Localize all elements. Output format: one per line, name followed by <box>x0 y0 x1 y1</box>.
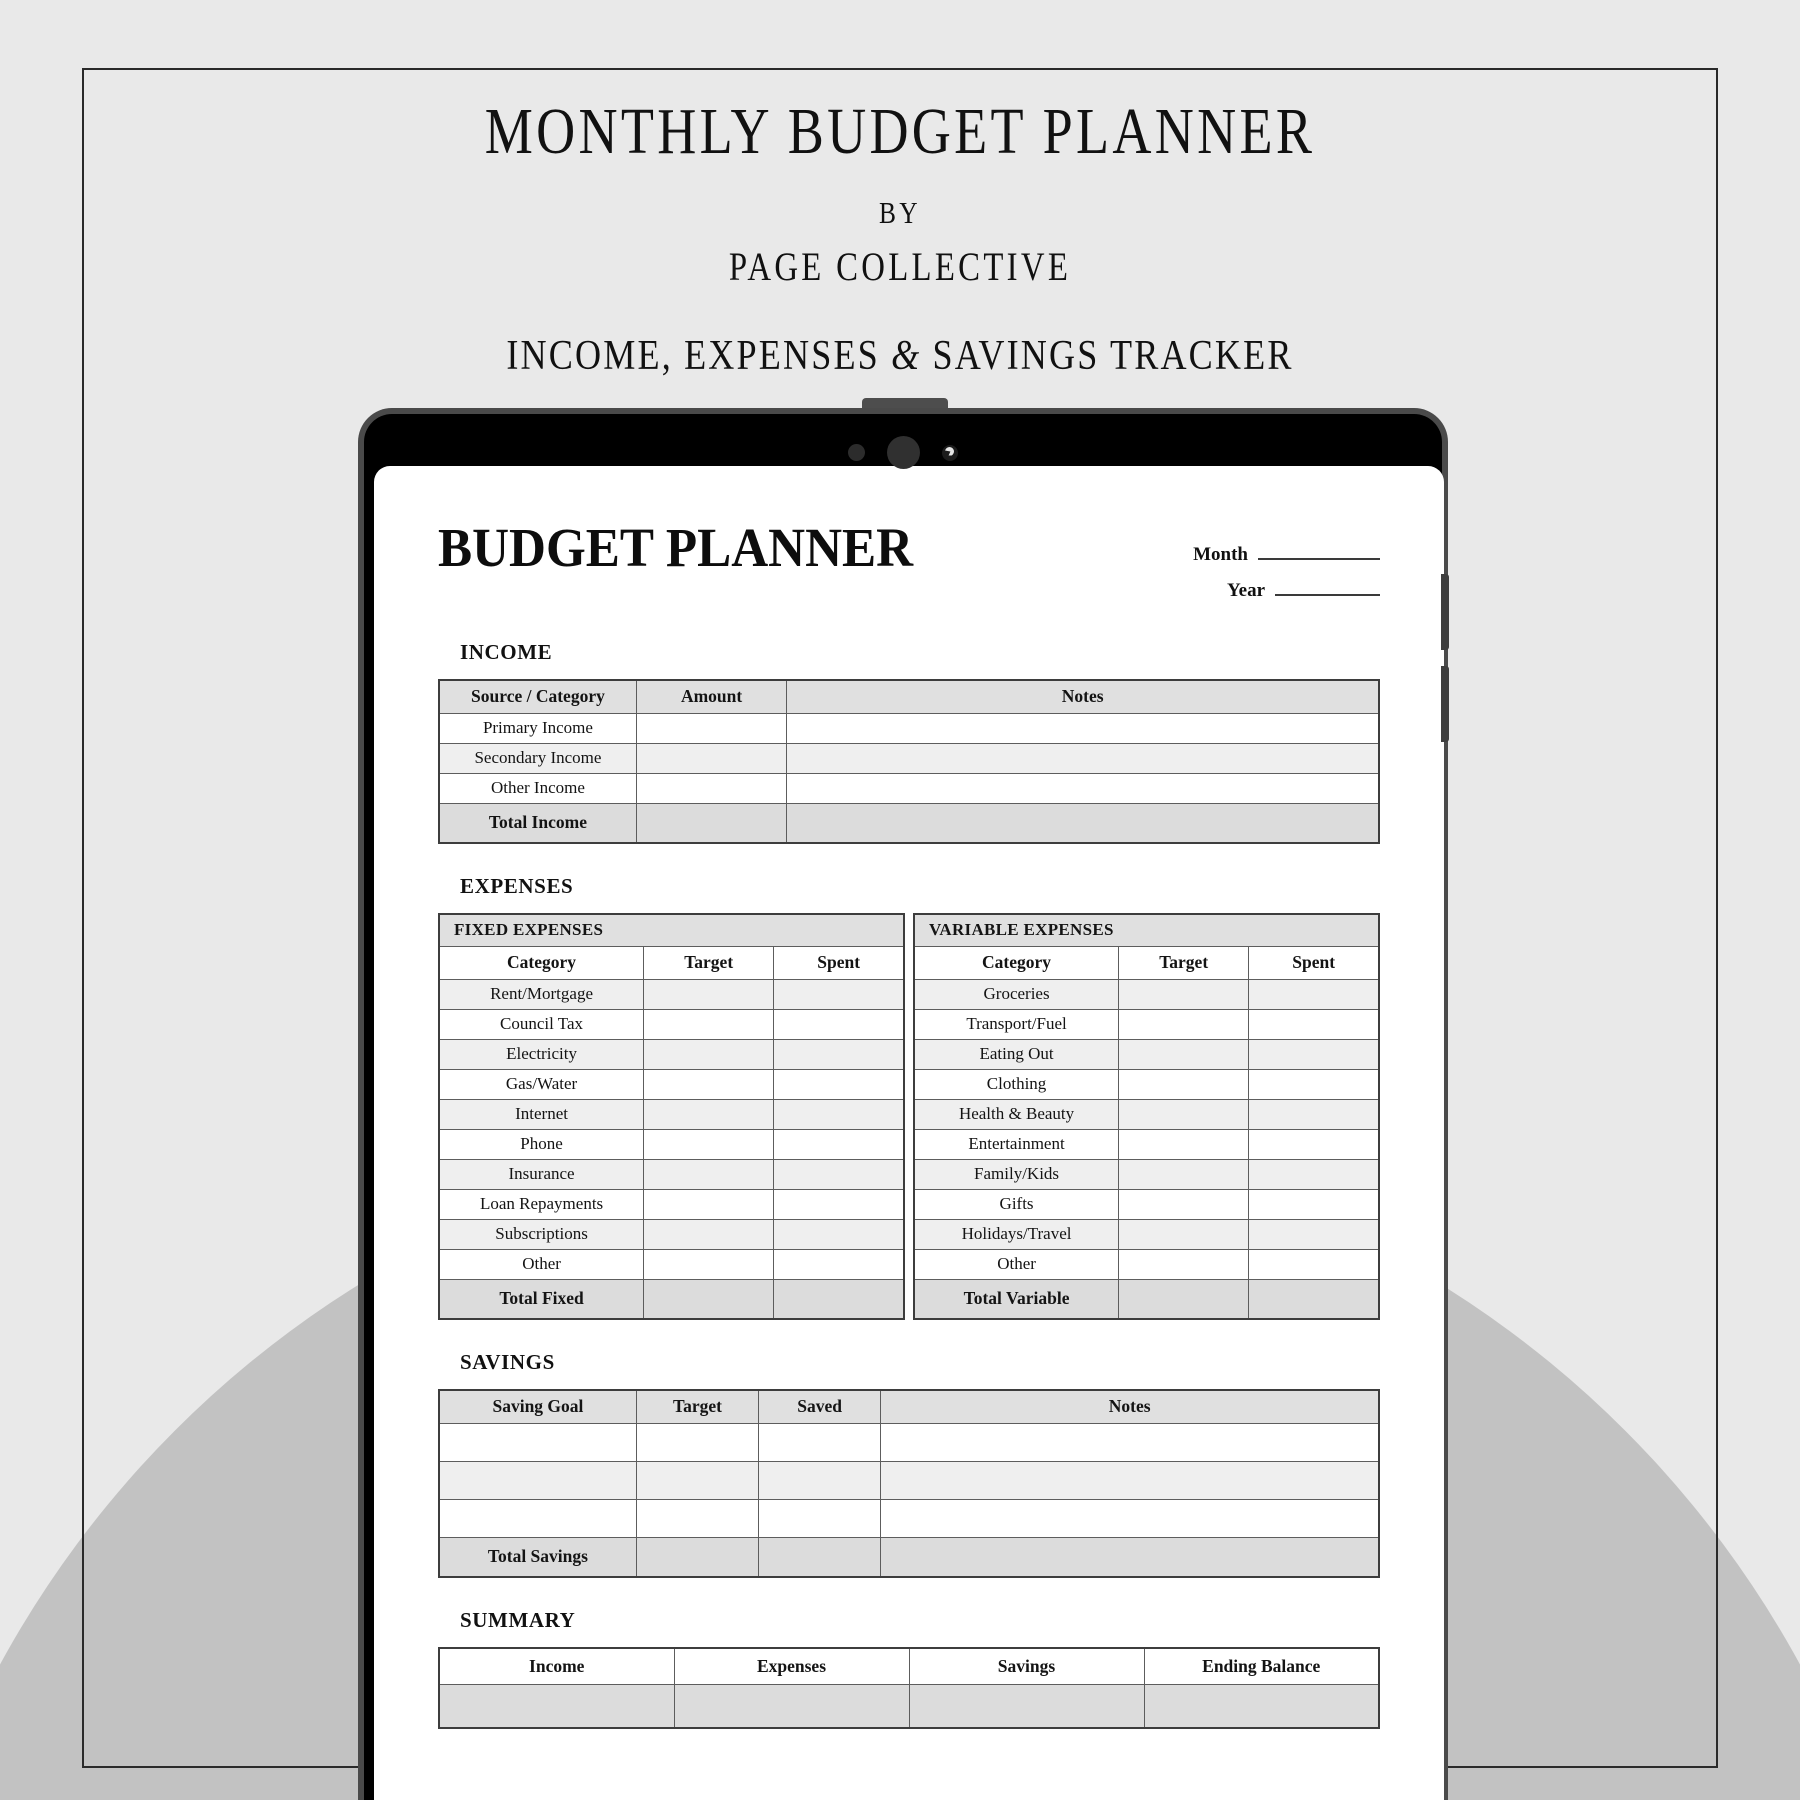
section-title-summary: SUMMARY <box>460 1608 576 1632</box>
column-header-saved: Saved <box>759 1390 881 1423</box>
variable-total-label: Total Variable <box>914 1279 1119 1319</box>
variable-spent-cell[interactable] <box>1249 1129 1379 1159</box>
column-header-target: Target <box>636 1390 758 1423</box>
income-row-label: Secondary Income <box>439 743 636 773</box>
summary-savings-cell[interactable] <box>909 1684 1144 1728</box>
income-notes-cell[interactable] <box>787 773 1379 803</box>
fixed-spent-cell[interactable] <box>774 1189 904 1219</box>
savings-total-target-cell[interactable] <box>636 1537 758 1577</box>
table-row <box>914 1099 1379 1129</box>
variable-row-label: Gifts <box>914 1189 1119 1219</box>
summary-income-cell[interactable] <box>439 1684 674 1728</box>
column-header-source: Source / Category <box>439 680 636 713</box>
fixed-expenses-column <box>438 913 905 1320</box>
table-row <box>439 1009 904 1039</box>
table-header-row <box>439 680 1379 713</box>
variable-expenses-banner-row <box>914 914 1379 946</box>
savings-saved-cell[interactable] <box>759 1423 881 1461</box>
fixed-target-cell[interactable] <box>644 1249 774 1279</box>
table-row <box>914 979 1379 1009</box>
column-header-savings: Savings <box>909 1648 1144 1684</box>
brand-name: PAGE COLLECTIVE <box>728 243 1072 289</box>
fixed-expenses-table <box>438 913 905 1320</box>
fixed-spent-cell[interactable] <box>774 1039 904 1069</box>
table-row <box>439 1189 904 1219</box>
savings-target-cell[interactable] <box>636 1461 758 1499</box>
fixed-total-spent-cell[interactable] <box>774 1279 904 1319</box>
income-total-amount-cell[interactable] <box>636 803 786 843</box>
fixed-row-label: Internet <box>439 1099 644 1129</box>
budget-planner-page <box>374 466 1444 1729</box>
savings-goal-cell[interactable] <box>439 1423 636 1461</box>
variable-target-cell[interactable] <box>1119 1009 1249 1039</box>
fixed-target-cell[interactable] <box>644 979 774 1009</box>
column-header-category: Category <box>439 946 644 979</box>
variable-target-cell[interactable] <box>1119 1099 1249 1129</box>
table-header-row <box>914 946 1379 979</box>
column-header-notes: Notes <box>881 1390 1379 1423</box>
fixed-expenses-banner-row <box>439 914 904 946</box>
variable-spent-cell[interactable] <box>1249 1249 1379 1279</box>
column-header-spent: Spent <box>1249 946 1379 979</box>
savings-total-row <box>439 1537 1379 1577</box>
volume-down-button[interactable] <box>1441 666 1449 742</box>
fixed-row-label: Phone <box>439 1129 644 1159</box>
summary-value-row <box>439 1684 1379 1728</box>
column-header-expenses: Expenses <box>674 1648 909 1684</box>
variable-target-cell[interactable] <box>1119 1129 1249 1159</box>
income-table <box>438 679 1380 844</box>
fixed-target-cell[interactable] <box>644 1069 774 1099</box>
column-header-income: Income <box>439 1648 674 1684</box>
column-header-spent: Spent <box>774 946 904 979</box>
fixed-target-cell[interactable] <box>644 1129 774 1159</box>
variable-row-label: Family/Kids <box>914 1159 1119 1189</box>
variable-spent-cell[interactable] <box>1249 1099 1379 1129</box>
variable-expenses-column <box>913 913 1380 1320</box>
savings-target-cell[interactable] <box>636 1423 758 1461</box>
subtitle-ampersand: & <box>891 332 922 379</box>
column-header-notes: Notes <box>787 680 1379 713</box>
table-header-row <box>439 1390 1379 1423</box>
fixed-row-label: Council Tax <box>439 1009 644 1039</box>
table-row <box>439 1219 904 1249</box>
table-row <box>439 1423 1379 1461</box>
fixed-spent-cell[interactable] <box>774 1129 904 1159</box>
variable-row-label: Entertainment <box>914 1129 1119 1159</box>
tablet-screen <box>374 466 1444 1800</box>
fixed-spent-cell[interactable] <box>774 1219 904 1249</box>
table-row <box>439 1099 904 1129</box>
variable-target-cell[interactable] <box>1119 1189 1249 1219</box>
fixed-target-cell[interactable] <box>644 1159 774 1189</box>
tablet-device <box>358 408 1448 1800</box>
table-row <box>439 1499 1379 1537</box>
fixed-spent-cell[interactable] <box>774 1159 904 1189</box>
document-header <box>438 510 1380 616</box>
section-title-income: INCOME <box>460 640 553 664</box>
fixed-row-label: Gas/Water <box>439 1069 644 1099</box>
column-header-ending-balance: Ending Balance <box>1144 1648 1379 1684</box>
table-row <box>439 979 904 1009</box>
savings-total-saved-cell[interactable] <box>759 1537 881 1577</box>
fixed-target-cell[interactable] <box>644 1189 774 1219</box>
fixed-row-label: Subscriptions <box>439 1219 644 1249</box>
table-row <box>914 1159 1379 1189</box>
ambient-light-sensor-icon <box>942 445 958 461</box>
fixed-spent-cell[interactable] <box>774 979 904 1009</box>
table-row <box>439 1039 904 1069</box>
variable-spent-cell[interactable] <box>1249 1069 1379 1099</box>
year-label: Year <box>1227 580 1265 601</box>
subtitle-part-2: SAVINGS TRACKER <box>921 332 1294 379</box>
table-row <box>439 1249 904 1279</box>
table-row <box>914 1189 1379 1219</box>
year-field-row <box>1193 580 1380 602</box>
variable-row-label: Transport/Fuel <box>914 1009 1119 1039</box>
table-row <box>439 773 1379 803</box>
variable-expenses-banner-label: VARIABLE EXPENSES <box>914 914 1379 946</box>
savings-total-label: Total Savings <box>439 1537 636 1577</box>
fixed-row-label: Loan Repayments <box>439 1189 644 1219</box>
table-row <box>914 1009 1379 1039</box>
variable-total-spent-cell[interactable] <box>1249 1279 1379 1319</box>
fixed-row-label: Electricity <box>439 1039 644 1069</box>
month-input[interactable] <box>1258 558 1380 560</box>
cover-subtitle <box>126 332 1674 380</box>
savings-notes-cell[interactable] <box>881 1499 1379 1537</box>
table-row <box>439 713 1379 743</box>
savings-goal-cell[interactable] <box>439 1499 636 1537</box>
table-row <box>914 1219 1379 1249</box>
variable-row-label: Health & Beauty <box>914 1099 1119 1129</box>
volume-up-button[interactable] <box>1441 574 1449 650</box>
income-row-label: Other Income <box>439 773 636 803</box>
savings-saved-cell[interactable] <box>759 1499 881 1537</box>
cover-header <box>0 95 1800 380</box>
variable-spent-cell[interactable] <box>1249 1039 1379 1069</box>
table-row <box>914 1039 1379 1069</box>
savings-target-cell[interactable] <box>636 1499 758 1537</box>
income-notes-cell[interactable] <box>787 743 1379 773</box>
fixed-row-label: Insurance <box>439 1159 644 1189</box>
income-amount-cell[interactable] <box>636 713 786 743</box>
fixed-target-cell[interactable] <box>644 1099 774 1129</box>
savings-notes-cell[interactable] <box>881 1461 1379 1499</box>
table-row <box>439 1069 904 1099</box>
table-row <box>914 1129 1379 1159</box>
variable-row-label: Groceries <box>914 979 1119 1009</box>
fixed-total-row <box>439 1279 904 1319</box>
page-title: MONTHLY BUDGET PLANNER <box>484 95 1316 168</box>
income-row-label: Primary Income <box>439 713 636 743</box>
income-notes-cell[interactable] <box>787 713 1379 743</box>
savings-saved-cell[interactable] <box>759 1461 881 1499</box>
savings-notes-cell[interactable] <box>881 1423 1379 1461</box>
fixed-row-label: Other <box>439 1249 644 1279</box>
year-input[interactable] <box>1275 594 1380 596</box>
table-row <box>439 1129 904 1159</box>
summary-ending-balance-cell[interactable] <box>1144 1684 1379 1728</box>
camera-cluster <box>364 436 1442 469</box>
variable-spent-cell[interactable] <box>1249 1009 1379 1039</box>
column-header-target: Target <box>1119 946 1249 979</box>
variable-target-cell[interactable] <box>1119 979 1249 1009</box>
income-total-notes-cell[interactable] <box>787 803 1379 843</box>
income-amount-cell[interactable] <box>636 773 786 803</box>
variable-row-label: Eating Out <box>914 1039 1119 1069</box>
variable-row-label: Clothing <box>914 1069 1119 1099</box>
variable-row-label: Other <box>914 1249 1119 1279</box>
variable-total-row <box>914 1279 1379 1319</box>
column-header-category: Category <box>914 946 1119 979</box>
section-title-expenses: EXPENSES <box>460 874 574 898</box>
variable-spent-cell[interactable] <box>1249 1159 1379 1189</box>
variable-target-cell[interactable] <box>1119 1069 1249 1099</box>
variable-target-cell[interactable] <box>1119 1219 1249 1249</box>
variable-target-cell[interactable] <box>1119 1159 1249 1189</box>
month-field-row <box>1193 544 1380 566</box>
fixed-expenses-banner-label: FIXED EXPENSES <box>439 914 904 946</box>
fixed-spent-cell[interactable] <box>774 1069 904 1099</box>
fixed-spent-cell[interactable] <box>774 1009 904 1039</box>
income-total-label: Total Income <box>439 803 636 843</box>
savings-table <box>438 1389 1380 1578</box>
variable-spent-cell[interactable] <box>1249 1219 1379 1249</box>
table-header-row <box>439 1648 1379 1684</box>
fixed-spent-cell[interactable] <box>774 1099 904 1129</box>
variable-expenses-table <box>913 913 1380 1320</box>
month-year-fields <box>1193 544 1380 616</box>
variable-spent-cell[interactable] <box>1249 979 1379 1009</box>
section-title-savings: SAVINGS <box>460 1350 555 1374</box>
variable-total-target-cell[interactable] <box>1119 1279 1249 1319</box>
expenses-tables-wrapper <box>438 913 1380 1320</box>
summary-expenses-cell[interactable] <box>674 1684 909 1728</box>
table-row <box>439 1461 1379 1499</box>
income-amount-cell[interactable] <box>636 743 786 773</box>
column-header-target: Target <box>644 946 774 979</box>
income-total-row <box>439 803 1379 843</box>
table-row <box>914 1249 1379 1279</box>
summary-table <box>438 1647 1380 1729</box>
month-label: Month <box>1193 544 1248 565</box>
fixed-target-cell[interactable] <box>644 1009 774 1039</box>
document-title: BUDGET PLANNER <box>438 517 914 578</box>
fixed-total-target-cell[interactable] <box>644 1279 774 1319</box>
column-header-amount: Amount <box>636 680 786 713</box>
byline-word: BY <box>879 194 921 230</box>
subtitle-part-1: INCOME, EXPENSES <box>506 332 892 379</box>
camera-lens-small-icon <box>848 444 865 461</box>
fixed-row-label: Rent/Mortgage <box>439 979 644 1009</box>
variable-target-cell[interactable] <box>1119 1039 1249 1069</box>
table-row <box>439 743 1379 773</box>
fixed-target-cell[interactable] <box>644 1039 774 1069</box>
camera-lens-large-icon <box>887 436 920 469</box>
savings-goal-cell[interactable] <box>439 1461 636 1499</box>
savings-total-notes-cell[interactable] <box>881 1537 1379 1577</box>
variable-row-label: Holidays/Travel <box>914 1219 1119 1249</box>
variable-target-cell[interactable] <box>1119 1249 1249 1279</box>
column-header-saving-goal: Saving Goal <box>439 1390 636 1423</box>
table-row <box>439 1159 904 1189</box>
fixed-total-label: Total Fixed <box>439 1279 644 1319</box>
variable-spent-cell[interactable] <box>1249 1189 1379 1219</box>
table-header-row <box>439 946 904 979</box>
fixed-target-cell[interactable] <box>644 1219 774 1249</box>
table-row <box>914 1069 1379 1099</box>
fixed-spent-cell[interactable] <box>774 1249 904 1279</box>
